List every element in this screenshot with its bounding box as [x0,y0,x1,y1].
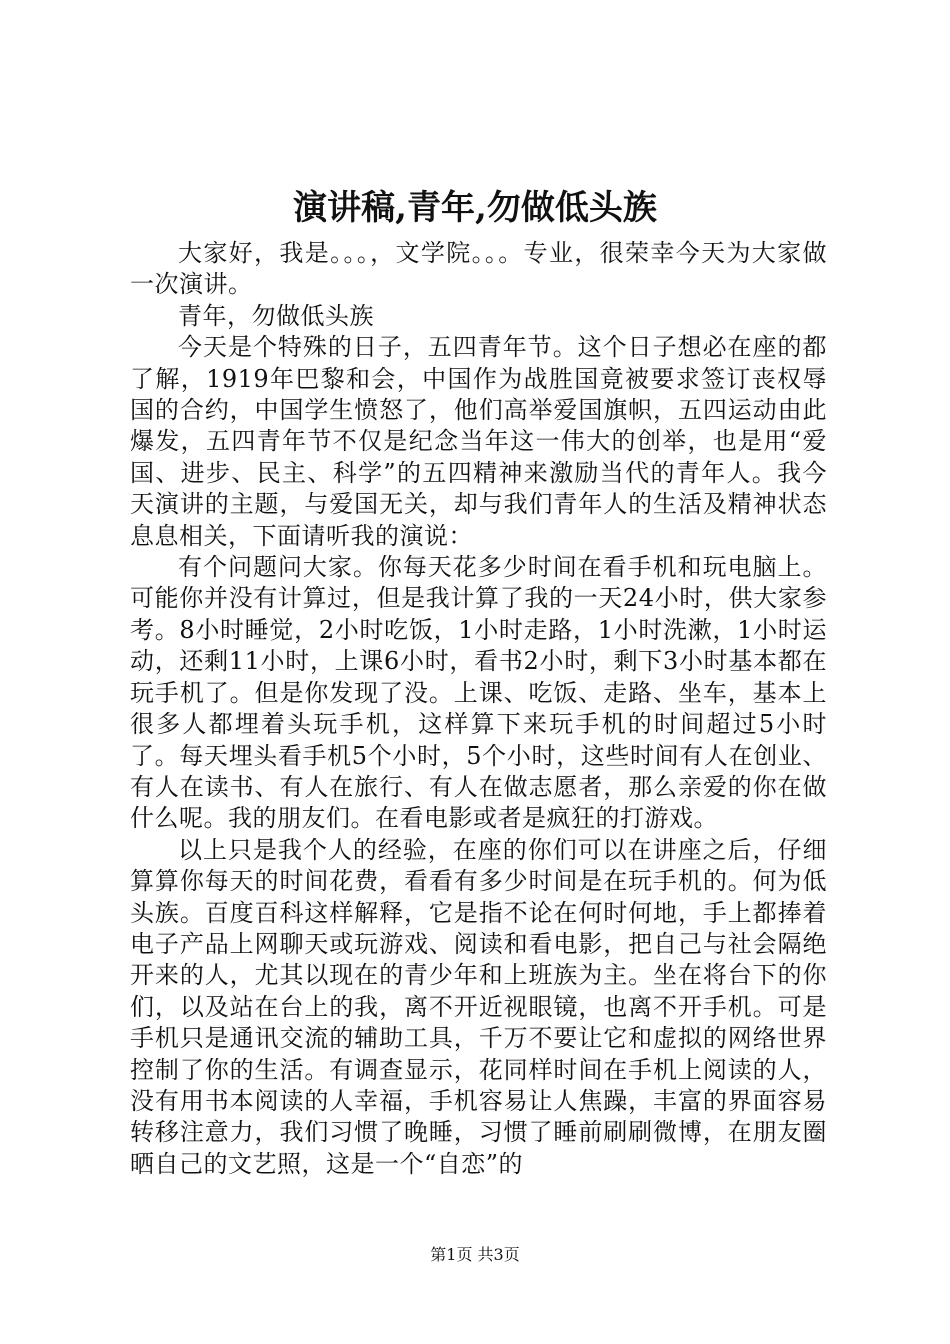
paragraph-greeting: 大家好，我是。。。，文学院。。。专业，很荣幸今天为大家做一次演讲。 [130,239,827,299]
document-body [130,238,827,1180]
paragraph-subtitle: 青年，勿做低头族 [178,301,374,330]
paragraph-definition: 以上只是我个人的经验，在座的你们可以在讲座之后，仔细算算你每天的时间花费，看看有多少时间是在玩手机的。何为低头族。百度百科这样解释，它是指不论在何时何地，手上都捧着电子产品上网聊天或玩游戏、阅读和看电影，把自己与社会隔绝开来的人，尤其以现在的青少年和上班族为主。坐在将台下的你们，以及站在台上的我，离不开近视眼镜，也离不开手机。可是手机只是通讯交流的辅助工具，千万不要让它和虚拟的网络世界控制了你的生活。有调查显示，花同样时间在手机上阅读的人，没有用书本阅读的人幸福，手机容易让人焦躁，丰富的界面容易转移注意力，我们习惯了晚睡，习惯了睡前刷刷微博，在朋友圈晒自己的文艺照，这是一个“自恋”的 [130,835,827,1178]
paragraph-phone-time: 有个问题问大家。你每天花多少时间在看手机和玩电脑上。可能你并没有计算过，但是我计算了我的一天24小时，供大家参考。8小时睡觉，2小时吃饭，1小时走路，1小时洗漱，1小时运动，还剩11小时，上课6小时，看书2小时，剩下3小时基本都在玩手机了。但是你发现了没。上课、吃饭、走路、坐车，基本上很多人都埋着头玩手机，这样算下来玩手机的时间超过5小时了。每天埋头看手机5个小时，5个小时，这些时间有人在创业、有人在读书、有人在旅行、有人在做志愿者，那么亲爱的你在做什么呢。我的朋友们。在看电影或者是疯狂的打游戏。 [130,553,827,833]
paragraph-may-fourth: 今天是个特殊的日子，五四青年节。这个日子想必在座的都了解，1919年巴黎和会，中国作为战胜国竟被要求签订丧权辱国的合约，中国学生愤怒了，他们高举爱国旗帜，五四运动由此爆发，五四青年节不仅是纪念当年这一伟大的创举，也是用“爱国、进步、民主、科学”的五四精神来激励当代的青年人。我今天演讲的主题，与爱国无关，却与我们青年人的生活及精神状态息息相关，下面请听我的演说： [130,333,827,550]
document-title: 演讲稿,青年,勿做低头族 [293,188,657,228]
page-footer: 第1页 共3页 [430,1245,520,1264]
